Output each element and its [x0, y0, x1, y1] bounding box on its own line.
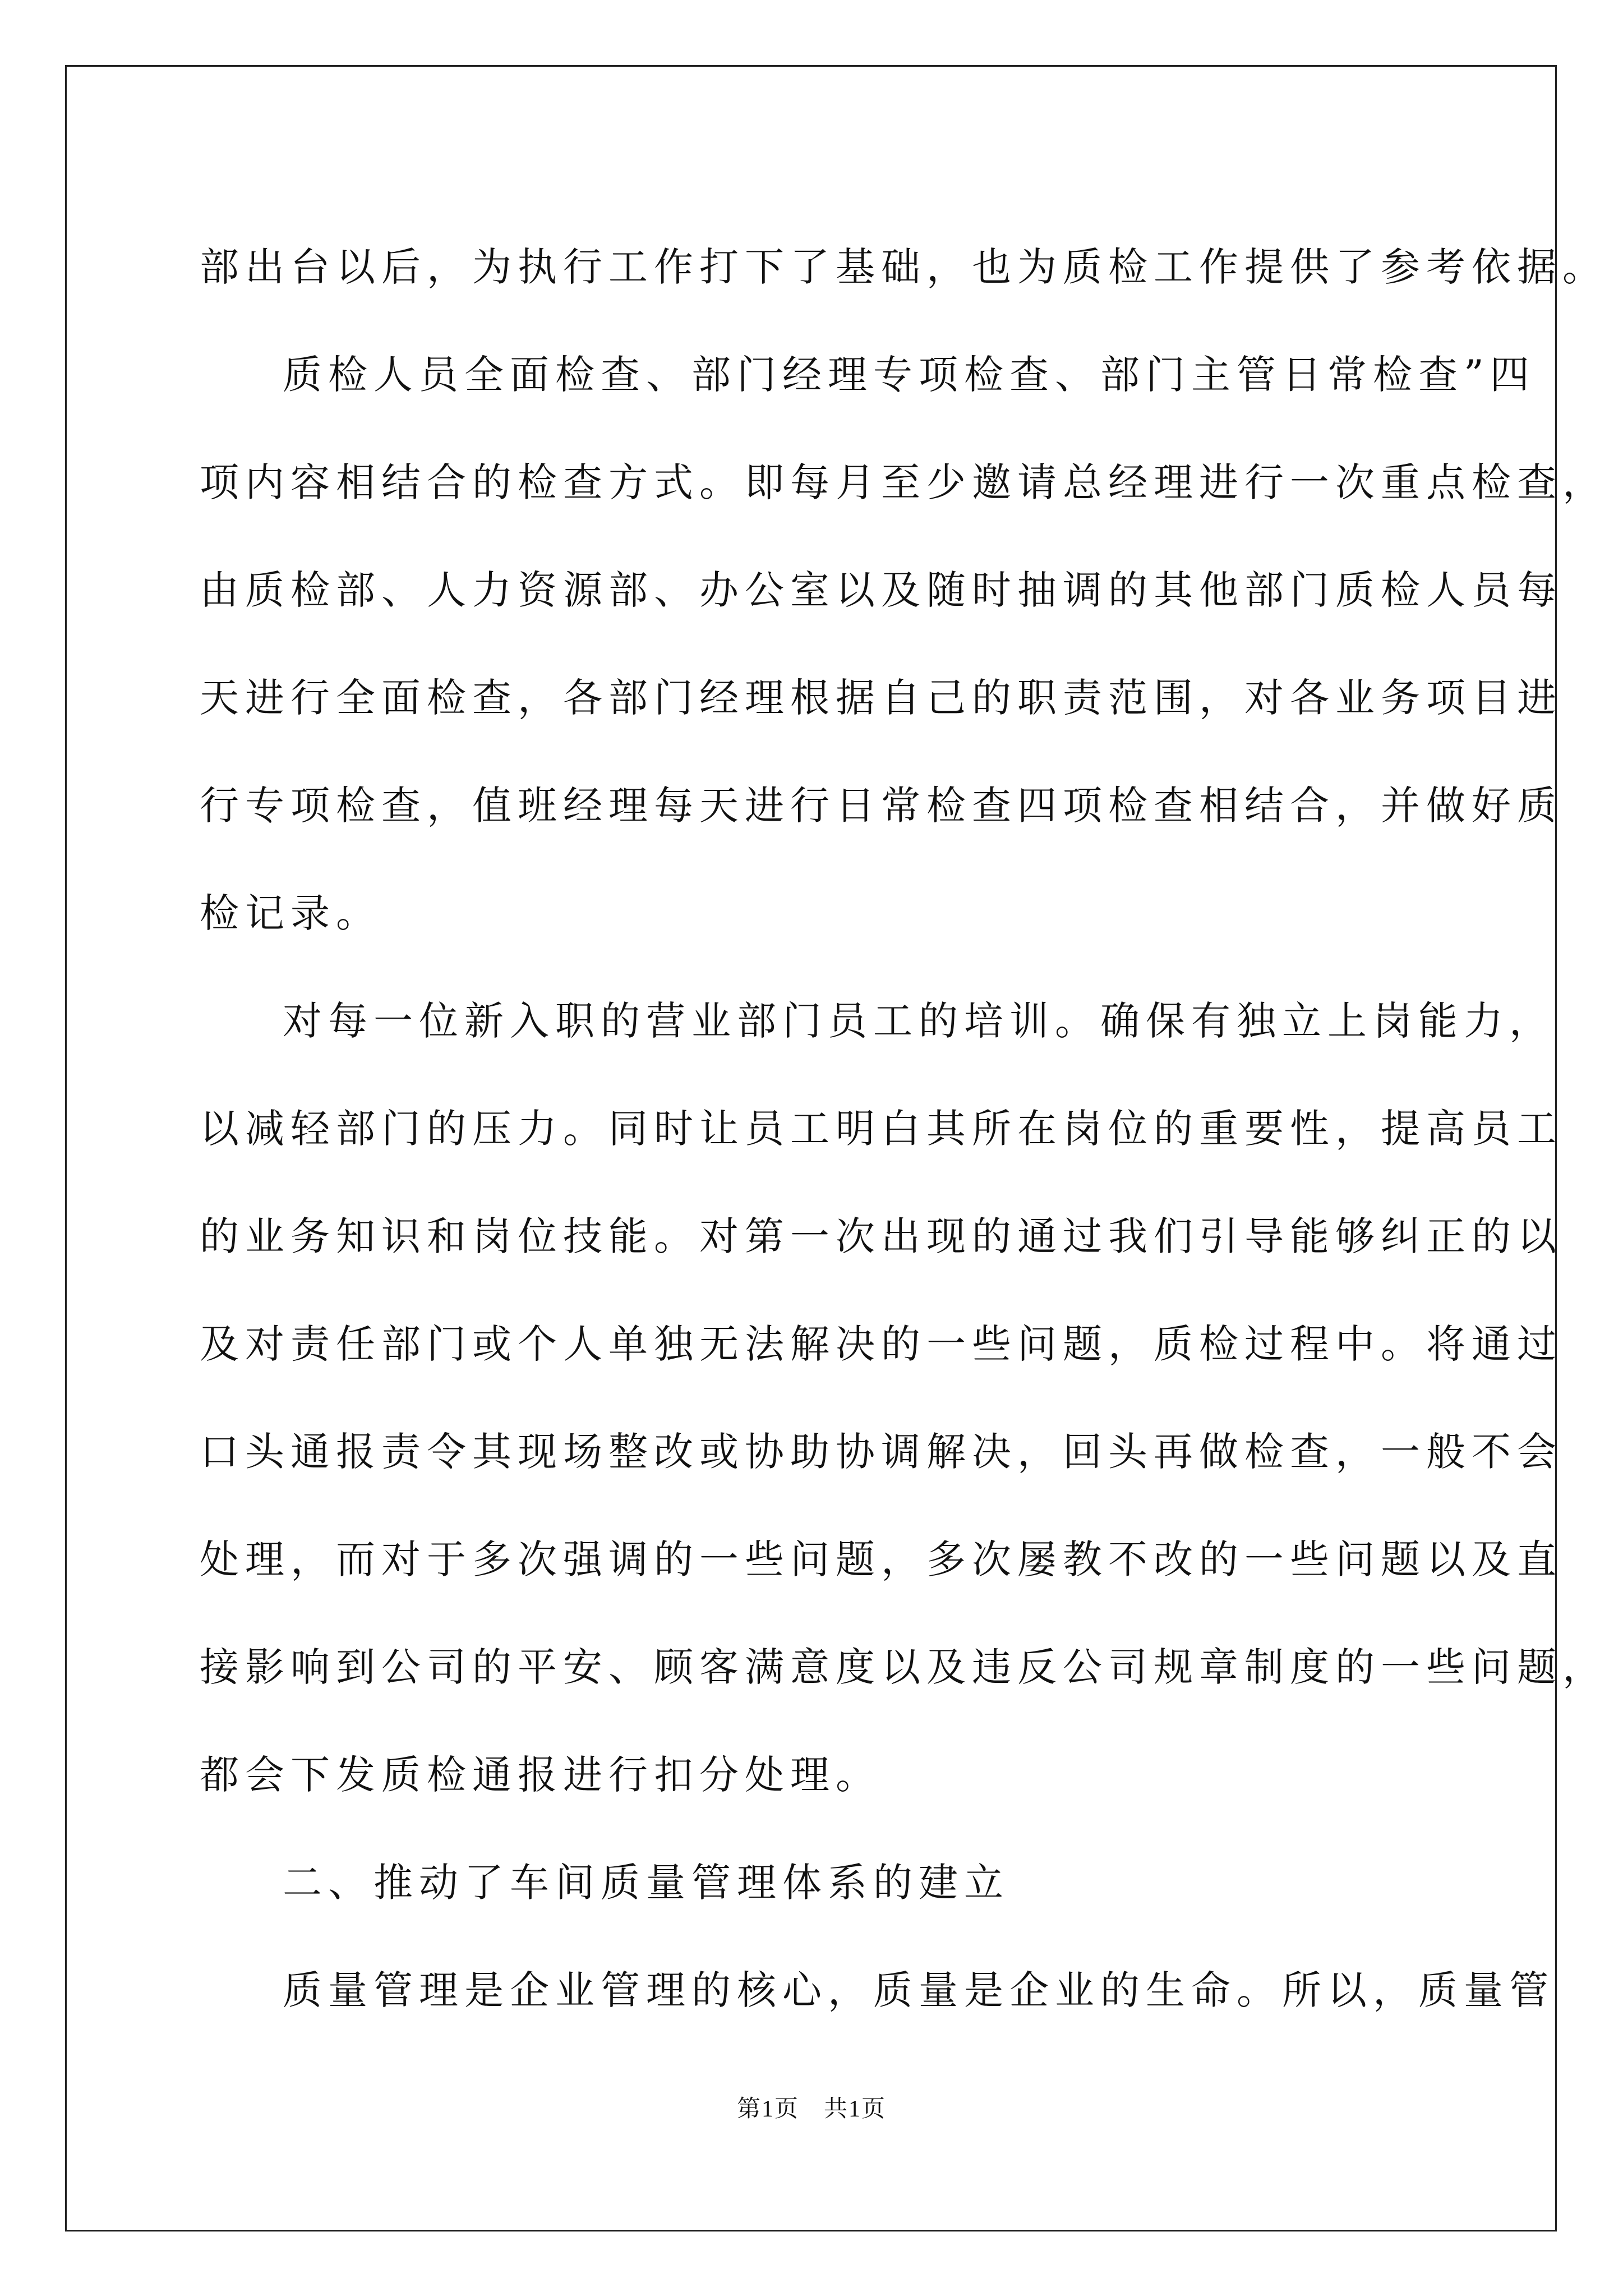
text-line: 对每一位新入职的营业部门员工的培训。确保有独立上岗能力，	[283, 998, 1555, 1044]
text-line: 接影响到公司的平安、顾客满意度以及违反公司规章制度的一些问题，	[200, 1644, 1608, 1690]
text-line: 由质检部、人力资源部、办公室以及随时抽调的其他部门质检人员每	[200, 567, 1562, 613]
text-line: 检记录。	[200, 890, 381, 936]
text-line: 天进行全面检查，各部门经理根据自己的职责范围，对各业务项目进	[200, 675, 1562, 721]
text-line: 口头通报责令其现场整改或协助协调解决，回头再做检查，一般不会	[200, 1429, 1562, 1475]
text-line: 部出台以后，为执行工作打下了基础，也为质检工作提供了参考依据。	[200, 244, 1608, 290]
text-line: 及对责任部门或个人单独无法解决的一些问题，质检过程中。将通过	[200, 1321, 1562, 1367]
text-line: 以减轻部门的压力。同时让员工明白其所在岗位的重要性，提高员工	[200, 1106, 1562, 1152]
page-number-footer: 第1页 共1页	[736, 2096, 886, 2122]
text-line: 质检人员全面检查、部门经理专项检查、部门主管日常检查”四	[283, 352, 1536, 398]
text-line: 的业务知识和岗位技能。对第一次出现的通过我们引导能够纠正的以	[200, 1213, 1562, 1259]
text-line: 都会下发质检通报进行扣分处理。	[200, 1752, 881, 1798]
text-line: 项内容相结合的检查方式。即每月至少邀请总经理进行一次重点检查，	[200, 459, 1608, 505]
text-line: 处理，而对于多次强调的一些问题，多次屡教不改的一些问题以及直	[200, 1536, 1562, 1582]
text-line: 行专项检查，值班经理每天进行日常检查四项检查相结合，并做好质	[200, 783, 1562, 829]
document-body	[200, 213, 1608, 2044]
text-line: 质量管理是企业管理的核心，质量是企业的生命。所以，质量管	[283, 1967, 1555, 2013]
section-heading: 二、推动了车间质量管理体系的建立	[283, 1860, 1009, 1906]
